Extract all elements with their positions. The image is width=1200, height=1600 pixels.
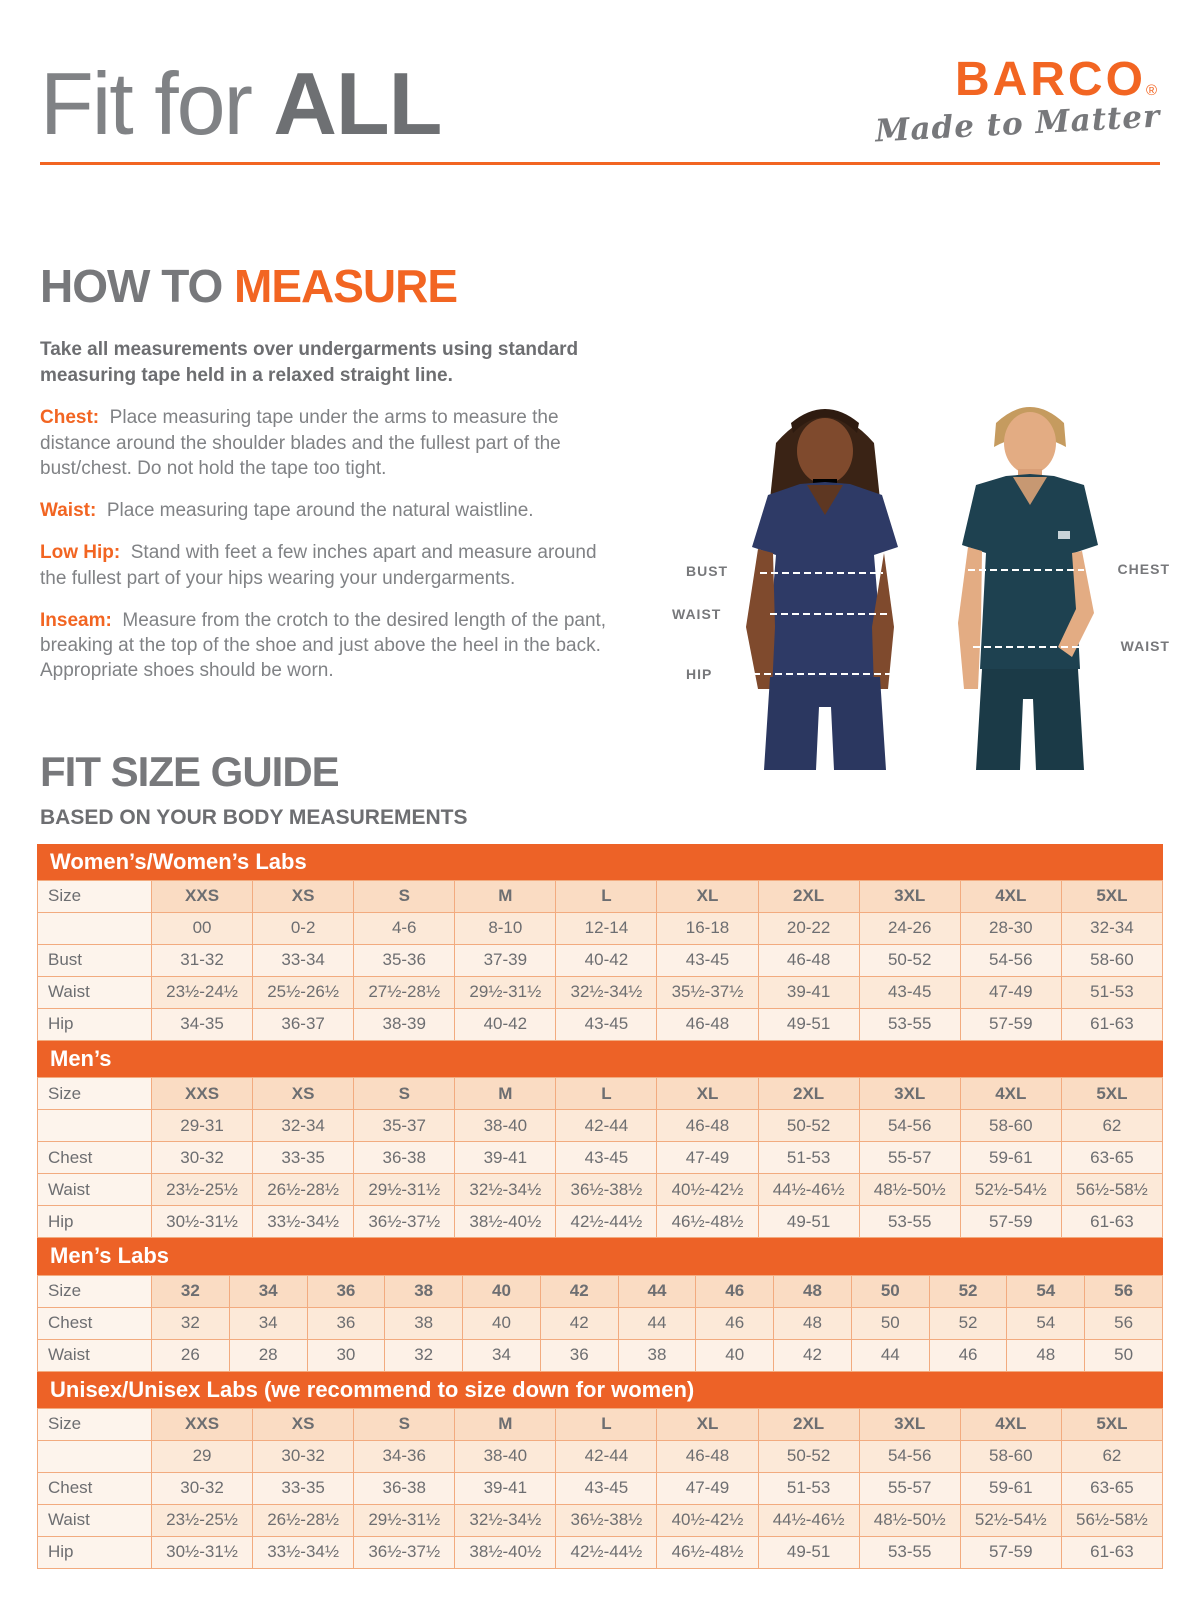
measurement-cell: 23½-25½: [152, 1504, 253, 1536]
size-row-label-cell: Size: [38, 1078, 152, 1110]
measurement-cell: 40½-42½: [657, 1174, 758, 1206]
numeric-size-cell: 42-44: [556, 1110, 657, 1142]
measurement-cell: 32½-34½: [556, 976, 657, 1008]
numeric-size-cell: 62: [1061, 1440, 1162, 1472]
measurement-cell: 36½-37½: [354, 1536, 455, 1568]
measurement-cell: 30-32: [152, 1472, 253, 1504]
size-header-cell: 50: [851, 1275, 929, 1307]
female-waist-label: WAIST: [672, 606, 722, 622]
size-header-cell: 38: [385, 1275, 463, 1307]
how-to-measure-title-gray: HOW TO: [40, 260, 235, 312]
how-to-measure-title-accent: MEASURE: [234, 260, 458, 312]
measurement-cell: 46½-48½: [657, 1206, 758, 1238]
measurement-cell: 30½-31½: [152, 1206, 253, 1238]
row-label-cell-bust: Bust: [38, 944, 152, 976]
numeric-size-cell: 38-40: [455, 1440, 556, 1472]
table-banner-mens-labs: Men’s Labs: [37, 1238, 1163, 1274]
page-title-light: Fit for: [40, 54, 274, 154]
size-header-cell: XXS: [152, 1078, 253, 1110]
measurement-cell: 43-45: [657, 944, 758, 976]
measurement-cell: 36½-38½: [556, 1174, 657, 1206]
measurement-cell: 46-48: [758, 944, 859, 976]
size-table-section-mens-labs: [37, 1238, 1163, 1371]
measurement-cell: 44½-46½: [758, 1504, 859, 1536]
measurement-cell: 40-42: [556, 944, 657, 976]
size-header-cell: XL: [657, 1408, 758, 1440]
measurement-cell: 63-65: [1061, 1142, 1162, 1174]
measurement-cell: 32½-34½: [455, 1504, 556, 1536]
numeric-size-cell: 38-40: [455, 1110, 556, 1142]
measurement-cell: 49-51: [758, 1536, 859, 1568]
measure-step-label-inseam: Inseam:: [40, 609, 112, 631]
measurement-cell: 36-37: [253, 1008, 354, 1040]
measurement-cell: 54-56: [960, 944, 1061, 976]
measure-step-waist: Waist: Place measuring tape around the natural waistline.: [40, 500, 534, 522]
measurement-cell: 30: [307, 1339, 385, 1371]
size-header-cell: 44: [618, 1275, 696, 1307]
row-label-cell-chest: Chest: [38, 1307, 152, 1339]
measurement-cell: 50: [1085, 1339, 1163, 1371]
size-header-cell: XXS: [152, 880, 253, 912]
size-header-cell: 46: [696, 1275, 774, 1307]
size-header-cell: 4XL: [960, 1408, 1061, 1440]
measurement-cell: 27½-28½: [354, 976, 455, 1008]
numeric-size-cell: 24-26: [859, 912, 960, 944]
measure-steps: [40, 405, 640, 683]
measurement-cell: 37-39: [455, 944, 556, 976]
size-table-section-unisex: [37, 1372, 1163, 1569]
page-header: [0, 0, 1200, 154]
measurement-cell: 38½-40½: [455, 1206, 556, 1238]
numeric-size-cell: 32-34: [253, 1110, 354, 1142]
measurement-cell: 43-45: [556, 1008, 657, 1040]
numeric-size-cell: 32-34: [1061, 912, 1162, 944]
size-header-cell: 32: [152, 1275, 230, 1307]
instructions-column: [0, 259, 640, 830]
size-header-cell: 48: [774, 1275, 852, 1307]
numeric-size-cell: 58-60: [960, 1110, 1061, 1142]
measurement-cell: 26½-28½: [253, 1504, 354, 1536]
numeric-size-cell: 8-10: [455, 912, 556, 944]
measure-step-inseam: Inseam: Measure from the crotch to the desired length of the pant, breaking at the top of the shoe and just above the heel in the back. Appropriate shoes should be worn.: [40, 609, 607, 682]
fit-size-guide-subtitle: BASED ON YOUR BODY MEASUREMENTS: [40, 805, 468, 829]
measurement-cell: 34: [463, 1339, 541, 1371]
measurement-cell: 55-57: [859, 1472, 960, 1504]
numeric-size-cell: 54-56: [859, 1110, 960, 1142]
numeric-size-cell: 34-36: [354, 1440, 455, 1472]
row-label-cell-waist: Waist: [38, 976, 152, 1008]
measurement-cell: 30½-31½: [152, 1536, 253, 1568]
measurement-cell: 35½-37½: [657, 976, 758, 1008]
measurement-cell: 29½-31½: [455, 976, 556, 1008]
measure-step-label-chest: Chest:: [40, 407, 100, 429]
row-label-cell-chest: Chest: [38, 1142, 152, 1174]
size-header-cell: 4XL: [960, 1078, 1061, 1110]
measurement-cell: 29½-31½: [354, 1174, 455, 1206]
size-header-cell: 5XL: [1061, 1078, 1162, 1110]
size-header-cell: S: [354, 880, 455, 912]
size-header-cell: S: [354, 1078, 455, 1110]
measurement-cell: 42: [774, 1339, 852, 1371]
measurement-cell: 38½-40½: [455, 1536, 556, 1568]
size-header-cell: M: [455, 1408, 556, 1440]
measurement-cell: 48: [774, 1307, 852, 1339]
measurement-cell: 53-55: [859, 1536, 960, 1568]
row-label-cell-hip: Hip: [38, 1536, 152, 1568]
measurement-cell: 42½-44½: [556, 1536, 657, 1568]
row-label-cell-hip: Hip: [38, 1008, 152, 1040]
size-table-unisex: [37, 1408, 1163, 1569]
measurement-cell: 43-45: [556, 1142, 657, 1174]
numeric-size-cell: 4-6: [354, 912, 455, 944]
measurement-cell: 32½-34½: [455, 1174, 556, 1206]
measurement-cell: 43-45: [859, 976, 960, 1008]
brand-logo-text: [875, 53, 1160, 106]
measurement-cell: 40: [463, 1307, 541, 1339]
female-model-figure: [746, 409, 898, 770]
row-label-cell-waist: Waist: [38, 1339, 152, 1371]
size-header-cell: XXS: [152, 1408, 253, 1440]
empty-label-cell: [38, 912, 152, 944]
measurement-cell: 49-51: [758, 1206, 859, 1238]
size-table-section-womens: [37, 844, 1163, 1041]
size-header-cell: 3XL: [859, 880, 960, 912]
size-header-cell: 2XL: [758, 1078, 859, 1110]
measurement-cell: 51-53: [758, 1142, 859, 1174]
size-header-cell: M: [455, 1078, 556, 1110]
measurement-cell: 56½-58½: [1061, 1174, 1162, 1206]
measurement-cell: 52½-54½: [960, 1504, 1061, 1536]
size-header-cell: XS: [253, 880, 354, 912]
brand-tagline: Made to Matter: [873, 98, 1161, 150]
size-header-cell: XS: [253, 1408, 354, 1440]
numeric-size-cell: 0-2: [253, 912, 354, 944]
numeric-size-cell: 62: [1061, 1110, 1162, 1142]
measurement-cell: 61-63: [1061, 1536, 1162, 1568]
measurement-cell: 36: [540, 1339, 618, 1371]
measurement-cell: 28: [229, 1339, 307, 1371]
measurement-cell: 47-49: [657, 1472, 758, 1504]
measure-step-label-low-hip: Low Hip:: [40, 542, 121, 564]
measure-intro: Take all measurements over undergarments using standard measuring tape held in a relaxed straight line.: [40, 339, 579, 386]
size-row-label-cell: Size: [38, 1408, 152, 1440]
size-table-section-mens: [37, 1041, 1163, 1238]
measurement-cell: 55-57: [859, 1142, 960, 1174]
size-header-cell: 56: [1085, 1275, 1163, 1307]
table-banner-mens: Men’s: [37, 1041, 1163, 1077]
measurement-cell: 29½-31½: [354, 1504, 455, 1536]
size-header-cell: 36: [307, 1275, 385, 1307]
measurement-cell: 56½-58½: [1061, 1504, 1162, 1536]
measurement-cell: 44: [851, 1339, 929, 1371]
size-header-cell: XL: [657, 1078, 758, 1110]
measurement-cell: 61-63: [1061, 1008, 1162, 1040]
measurement-models: [660, 385, 1172, 770]
numeric-size-cell: 29-31: [152, 1110, 253, 1142]
size-header-cell: 5XL: [1061, 880, 1162, 912]
page-title: [40, 54, 442, 154]
numeric-size-cell: 28-30: [960, 912, 1061, 944]
measurement-cell: 53-55: [859, 1008, 960, 1040]
size-header-cell: S: [354, 1408, 455, 1440]
page-title-bold: ALL: [273, 54, 442, 154]
measurement-cell: 25½-26½: [253, 976, 354, 1008]
measurement-cell: 57-59: [960, 1536, 1061, 1568]
measurement-cell: 36½-38½: [556, 1504, 657, 1536]
measurement-cell: 48½-50½: [859, 1504, 960, 1536]
measurement-cell: 57-59: [960, 1008, 1061, 1040]
measurement-cell: 38: [385, 1307, 463, 1339]
numeric-size-cell: 29: [152, 1440, 253, 1472]
numeric-size-cell: 30-32: [253, 1440, 354, 1472]
measurement-cell: 48½-50½: [859, 1174, 960, 1206]
male-model-figure: [958, 407, 1098, 770]
measurement-cell: 23½-25½: [152, 1174, 253, 1206]
measure-step-label-waist: Waist:: [40, 500, 97, 522]
row-label-cell-waist: Waist: [38, 1504, 152, 1536]
size-header-cell: 40: [463, 1275, 541, 1307]
measurement-cell: 30-32: [152, 1142, 253, 1174]
size-header-cell: 2XL: [758, 1408, 859, 1440]
measurement-cell: 57-59: [960, 1206, 1061, 1238]
measurement-cell: 53-55: [859, 1206, 960, 1238]
how-to-measure-title: [40, 259, 640, 313]
measurement-cell: 56: [1085, 1307, 1163, 1339]
numeric-size-cell: 42-44: [556, 1440, 657, 1472]
measurement-cell: 59-61: [960, 1472, 1061, 1504]
size-header-cell: 52: [929, 1275, 1007, 1307]
measurement-cell: 43-45: [556, 1472, 657, 1504]
numeric-size-cell: 20-22: [758, 912, 859, 944]
measurement-cell: 32: [385, 1339, 463, 1371]
measurement-cell: 32: [152, 1307, 230, 1339]
size-header-cell: 3XL: [859, 1408, 960, 1440]
measurement-cell: 26: [152, 1339, 230, 1371]
measurement-cell: 38: [618, 1339, 696, 1371]
measurement-cell: 36-38: [354, 1472, 455, 1504]
size-header-cell: 3XL: [859, 1078, 960, 1110]
measurement-cell: 52½-54½: [960, 1174, 1061, 1206]
size-header-cell: XS: [253, 1078, 354, 1110]
measurement-cell: 39-41: [758, 976, 859, 1008]
measurement-cell: 42: [540, 1307, 618, 1339]
row-label-cell-hip: Hip: [38, 1206, 152, 1238]
measurement-cell: 34-35: [152, 1008, 253, 1040]
numeric-size-cell: 50-52: [758, 1440, 859, 1472]
hip-label: HIP: [686, 666, 713, 682]
numeric-size-cell: 00: [152, 912, 253, 944]
table-banner-unisex: Unisex/Unisex Labs (we recommend to size down for women): [37, 1372, 1163, 1408]
size-header-cell: 5XL: [1061, 1408, 1162, 1440]
row-label-cell-chest: Chest: [38, 1472, 152, 1504]
measurement-cell: 47-49: [657, 1142, 758, 1174]
measurement-cell: 61-63: [1061, 1206, 1162, 1238]
fit-size-guide-title: FIT SIZE GUIDE: [40, 747, 339, 795]
measurement-cell: 38-39: [354, 1008, 455, 1040]
measurement-cell: 46: [929, 1339, 1007, 1371]
size-header-cell: 42: [540, 1275, 618, 1307]
empty-label-cell: [38, 1440, 152, 1472]
measurement-cell: 36½-37½: [354, 1206, 455, 1238]
numeric-size-cell: 12-14: [556, 912, 657, 944]
measurement-cell: 50: [851, 1307, 929, 1339]
size-header-cell: 54: [1007, 1275, 1085, 1307]
measurement-cell: 34: [229, 1307, 307, 1339]
numeric-size-cell: 58-60: [960, 1440, 1061, 1472]
measurement-cell: 44: [618, 1307, 696, 1339]
measurement-cell: 47-49: [960, 976, 1061, 1008]
size-tables: [37, 844, 1163, 1569]
measurement-cell: 33-35: [253, 1142, 354, 1174]
numeric-size-cell: 35-37: [354, 1110, 455, 1142]
size-table-womens: [37, 880, 1163, 1041]
measurement-cell: 46-48: [657, 1008, 758, 1040]
empty-label-cell: [38, 1110, 152, 1142]
measurement-cell: 49-51: [758, 1008, 859, 1040]
brand-name: BARCO: [954, 53, 1146, 106]
measurement-cell: 50-52: [859, 944, 960, 976]
measurement-cell: 23½-24½: [152, 976, 253, 1008]
measurement-cell: 33½-34½: [253, 1206, 354, 1238]
size-header-cell: L: [556, 1078, 657, 1110]
measurement-cell: 33-35: [253, 1472, 354, 1504]
size-header-cell: 34: [229, 1275, 307, 1307]
models-illustration: [660, 385, 1172, 770]
measurement-cell: 58-60: [1061, 944, 1162, 976]
measurement-cell: 52: [929, 1307, 1007, 1339]
size-header-cell: L: [556, 880, 657, 912]
measurement-cell: 40½-42½: [657, 1504, 758, 1536]
size-row-label-cell: Size: [38, 1275, 152, 1307]
measurement-cell: 36: [307, 1307, 385, 1339]
measurement-cell: 26½-28½: [253, 1174, 354, 1206]
measurement-cell: 54: [1007, 1307, 1085, 1339]
size-header-cell: L: [556, 1408, 657, 1440]
measurement-cell: 44½-46½: [758, 1174, 859, 1206]
measurement-cell: 42½-44½: [556, 1206, 657, 1238]
measurement-cell: 39-41: [455, 1472, 556, 1504]
measurement-cell: 59-61: [960, 1142, 1061, 1174]
measurement-cell: 36-38: [354, 1142, 455, 1174]
numeric-size-cell: 50-52: [758, 1110, 859, 1142]
measurement-cell: 48: [1007, 1339, 1085, 1371]
measurement-cell: 46: [696, 1307, 774, 1339]
measurement-cell: 31-32: [152, 944, 253, 976]
size-header-cell: 2XL: [758, 880, 859, 912]
measurement-cell: 46½-48½: [657, 1536, 758, 1568]
numeric-size-cell: 46-48: [657, 1110, 758, 1142]
measurement-cell: 33½-34½: [253, 1536, 354, 1568]
row-label-cell-waist: Waist: [38, 1174, 152, 1206]
size-header-cell: XL: [657, 880, 758, 912]
measure-step-chest: Chest: Place measuring tape under the arms to measure the distance around the shoulder blades and the fullest part of the bust/chest. Do not hold the tape too tight.: [40, 407, 561, 479]
size-table-mens: [37, 1077, 1163, 1238]
size-row-label-cell: Size: [38, 880, 152, 912]
measurement-cell: 40-42: [455, 1008, 556, 1040]
measurement-cell: 63-65: [1061, 1472, 1162, 1504]
numeric-size-cell: 46-48: [657, 1440, 758, 1472]
measurement-cell: 39-41: [455, 1142, 556, 1174]
measurement-cell: 51-53: [1061, 976, 1162, 1008]
measure-step-low-hip: Low Hip: Stand with feet a few inches apart and measure around the fullest part of your hips wearing your undergarments.: [40, 542, 597, 589]
measurement-cell: 51-53: [758, 1472, 859, 1504]
size-header-cell: 4XL: [960, 880, 1061, 912]
chest-label: CHEST: [1117, 561, 1170, 577]
registered-mark-icon: ®: [1145, 82, 1160, 99]
size-header-cell: M: [455, 880, 556, 912]
size-table-mens-labs: [37, 1275, 1163, 1372]
measurement-cell: 35-36: [354, 944, 455, 976]
male-waist-label: WAIST: [1120, 638, 1170, 654]
measurement-cell: 33-34: [253, 944, 354, 976]
measurement-cell: 40: [696, 1339, 774, 1371]
numeric-size-cell: 54-56: [859, 1440, 960, 1472]
orange-divider: [40, 162, 1160, 165]
table-banner-womens: Women’s/Women’s Labs: [37, 844, 1163, 880]
numeric-size-cell: 16-18: [657, 912, 758, 944]
brand-logo: [873, 53, 1161, 150]
bust-label: BUST: [686, 563, 729, 579]
